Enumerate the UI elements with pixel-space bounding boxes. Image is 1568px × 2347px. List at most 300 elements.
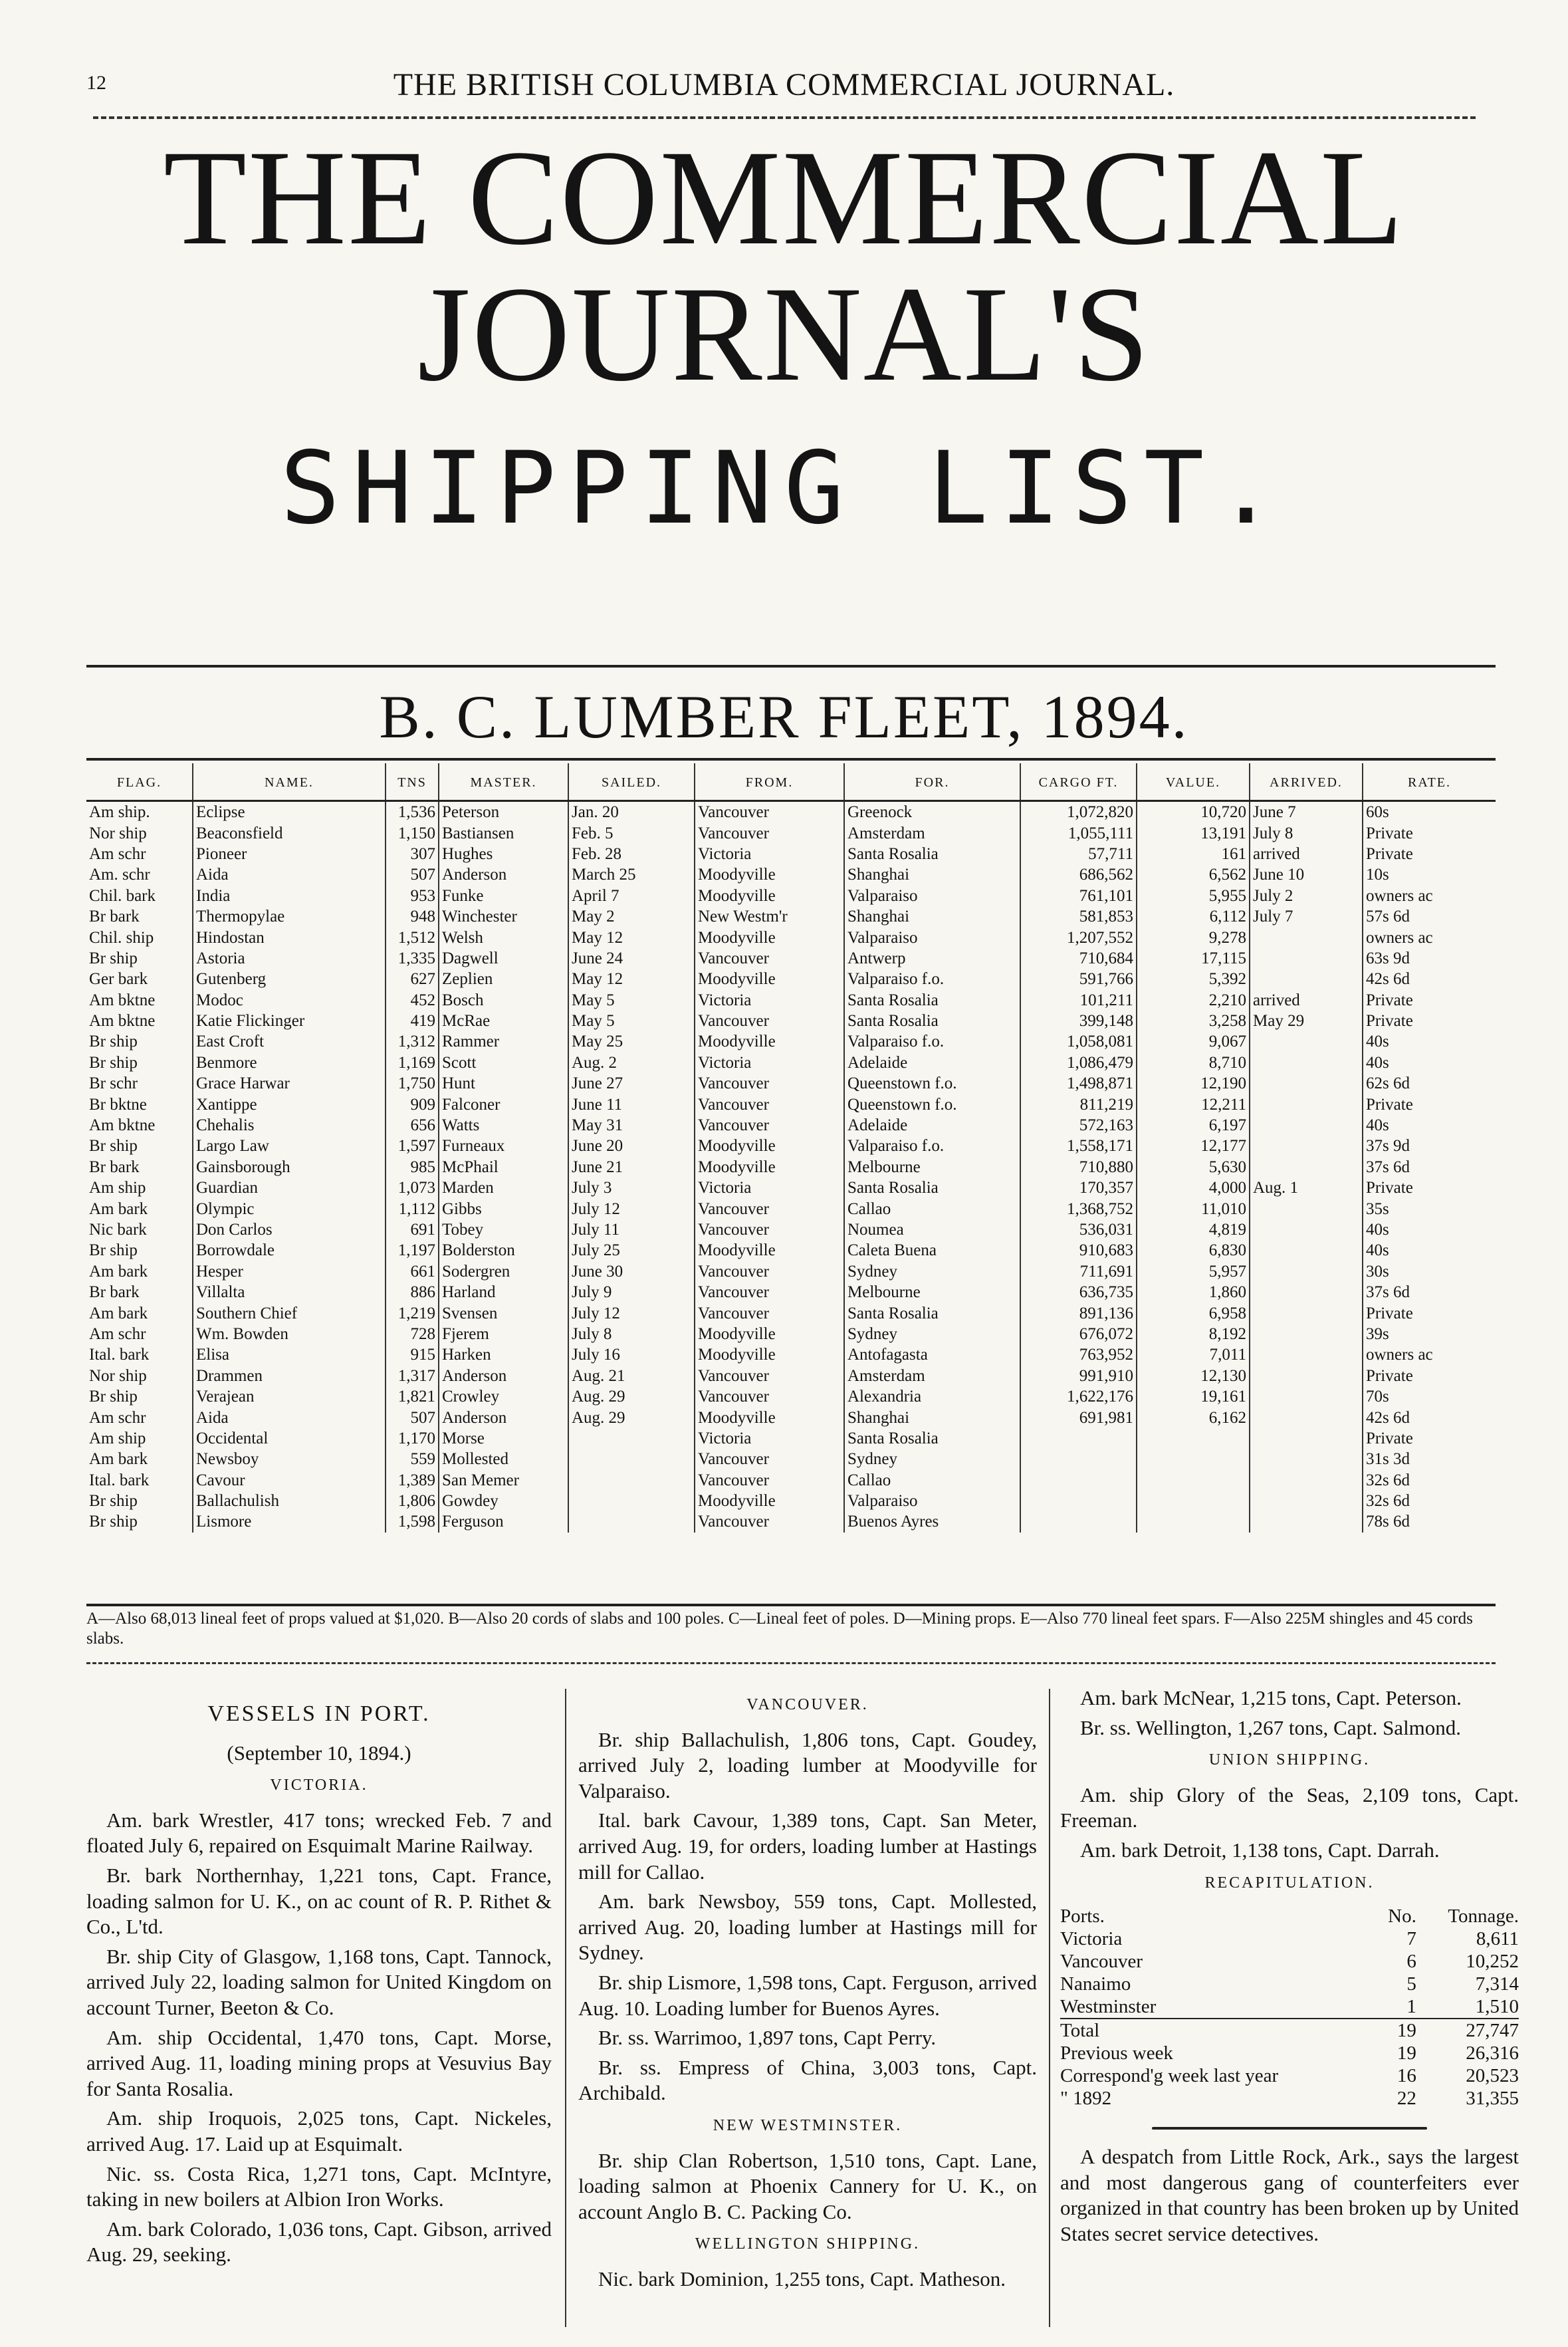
table-cell: 40s [1363, 1052, 1496, 1073]
table-cell: Victoria [695, 1052, 844, 1073]
table-cell: 30s [1363, 1261, 1496, 1282]
table-cell: San Memer [439, 1470, 568, 1491]
union-vessel-list [1060, 1783, 1519, 1864]
table-cell: 19 [1397, 2020, 1416, 2042]
table-cell: Zeplien [439, 969, 568, 989]
section-wellington: WELLINGTON SHIPPING. [695, 2235, 921, 2253]
table-row [86, 927, 1496, 947]
table-cell: July 12 [568, 1302, 695, 1323]
table-cell: May 29 [1250, 1011, 1363, 1031]
table-cell: Total [1060, 2020, 1100, 2042]
table-cell: 1,073 [386, 1177, 439, 1198]
table-cell: 915 [386, 1344, 439, 1365]
table-cell: Moodyville [695, 864, 844, 885]
table-cell: Aug. 2 [568, 1052, 695, 1073]
fleet-header-cell: TNS [386, 763, 439, 801]
table-cell: Moodyville [695, 1491, 844, 1511]
table-cell: Santa Rosalia [844, 990, 1020, 1011]
table-cell: 20,523 [1466, 2065, 1519, 2087]
table-cell: Am schr [89, 1408, 146, 1427]
table-cell: 953 [386, 886, 439, 906]
list-item: Am. ship Glory of the Seas, 2,109 tons, Capt. Freeman. [1060, 1783, 1519, 1832]
table-cell: Bosch [439, 990, 568, 1011]
table-cell: Vancouver [695, 1511, 844, 1532]
table-cell: Harken [439, 1344, 568, 1365]
table-cell: Astoria [193, 948, 386, 969]
table-cell: Chil. bark [89, 886, 156, 905]
table-cell: 910,683 [1020, 1240, 1137, 1261]
table-cell: 811,219 [1020, 1094, 1137, 1114]
table-cell: Nanaimo [1060, 1973, 1131, 1995]
table-cell: Br ship [89, 1053, 138, 1072]
table-cell: 10,252 [1466, 1951, 1519, 1973]
table-cell: 761,101 [1020, 886, 1137, 906]
table-cell: July 11 [568, 1219, 695, 1240]
table-cell: Crowley [439, 1386, 568, 1407]
table-cell: 1,598 [386, 1511, 439, 1532]
table-cell: Vancouver [695, 1282, 844, 1302]
table-cell: Victoria [695, 844, 844, 864]
table-cell: Vancouver [1060, 1951, 1143, 1973]
table-cell: Hindostan [193, 927, 386, 947]
table-cell: Vancouver [695, 1198, 844, 1219]
masthead: THE COMMERCIAL JOURNAL'S [163, 122, 1405, 410]
table-cell: 12,211 [1137, 1094, 1250, 1114]
table-cell: Am. schr [89, 866, 150, 884]
table-cell: Villalta [193, 1282, 386, 1302]
table-cell [1250, 1407, 1363, 1427]
table-cell: Largo Law [193, 1136, 386, 1156]
table-cell [1137, 1511, 1250, 1532]
table-cell: Shanghai [844, 1407, 1020, 1427]
table-cell: Gainsborough [193, 1157, 386, 1177]
table-row [1060, 1927, 1519, 1950]
table-cell: Private [1363, 844, 1496, 864]
table-cell: Am schr [89, 1324, 146, 1343]
table-cell: 3,258 [1137, 1011, 1250, 1031]
header-rule [93, 116, 1476, 119]
table-cell: 35s [1363, 1198, 1496, 1219]
footnote-rule [86, 1662, 1496, 1664]
table-cell: Moodyville [695, 1240, 844, 1261]
table-cell [1020, 1511, 1137, 1532]
table-cell: 32s 6d [1363, 1491, 1496, 1511]
table-cell: 985 [386, 1157, 439, 1177]
table-row [86, 1428, 1496, 1449]
table-cell: 763,952 [1020, 1344, 1137, 1365]
table-cell: 5,630 [1137, 1157, 1250, 1177]
table-cell: Guardian [193, 1177, 386, 1198]
table-cell: Chil. ship [89, 928, 154, 947]
table-cell: Anderson [439, 864, 568, 885]
table-row [1060, 1950, 1519, 1973]
list-item: Am. bark Detroit, 1,138 tons, Capt. Darrah. [1080, 1838, 1440, 1862]
fleet-top-rule [86, 665, 1496, 668]
table-cell: 12,190 [1137, 1073, 1250, 1094]
table-cell [1250, 1428, 1363, 1449]
table-cell: 26,316 [1466, 2042, 1519, 2064]
table-cell: Sydney [844, 1261, 1020, 1282]
table-cell: Modoc [193, 990, 386, 1011]
table-cell: Winchester [439, 906, 568, 927]
table-cell: 656 [386, 1115, 439, 1136]
table-cell: June 24 [568, 948, 695, 969]
table-cell: Aida [193, 864, 386, 885]
table-cell: Private [1363, 1366, 1496, 1386]
table-cell: Vancouver [695, 822, 844, 843]
table-row [86, 1094, 1496, 1114]
table-cell: 5,957 [1137, 1261, 1250, 1282]
table-cell: East Croft [193, 1031, 386, 1052]
table-cell: 31s 3d [1363, 1449, 1496, 1469]
table-cell: Victoria [1060, 1928, 1123, 1950]
table-cell: July 7 [1250, 906, 1363, 927]
table-row [86, 1470, 1496, 1491]
table-cell: arrived [1250, 844, 1363, 864]
table-cell: No. [1388, 1906, 1416, 1927]
table-cell: Occidental [193, 1428, 386, 1449]
table-cell: Hunt [439, 1073, 568, 1094]
table-cell: Callao [844, 1198, 1020, 1219]
list-item: Ital. bark Cavour, 1,389 tons, Capt. San Meter, arrived Aug. 19, for orders, loading lumber at Hastings mill for Callao. [578, 1808, 1037, 1884]
table-cell [568, 1470, 695, 1491]
table-row [1060, 2042, 1519, 2064]
list-item: Br. ship City of Glasgow, 1,168 tons, Capt. Tannock, arrived July 22, loading salmon for United Kingdom on account Turner, Beeton & Co. [86, 1944, 552, 2019]
table-cell: Ballachulish [193, 1491, 386, 1511]
section-victoria: VICTORIA. [270, 1777, 368, 1794]
table-cell: 7,011 [1137, 1344, 1250, 1365]
table-cell: Am ship [89, 1179, 146, 1197]
table-cell: Caleta Buena [844, 1240, 1020, 1261]
table-cell: Santa Rosalia [844, 1177, 1020, 1198]
table-cell: Tonnage. [1448, 1906, 1519, 1927]
table-row [1060, 1973, 1519, 1995]
table-cell: Lismore [193, 1511, 386, 1532]
table-cell: Aug. 29 [568, 1386, 695, 1407]
table-cell: Peterson [439, 801, 568, 823]
table-cell [1250, 1136, 1363, 1156]
table-cell: 8,192 [1137, 1324, 1250, 1344]
section-recapitulation: RECAPITULATION. [1204, 1874, 1375, 1892]
table-cell: 19 [1397, 2042, 1416, 2064]
table-cell: Vancouver [695, 1219, 844, 1240]
table-cell: Valparaiso f.o. [844, 1136, 1020, 1156]
section-union-shipping: UNION SHIPPING. [1208, 1751, 1371, 1769]
table-cell: 1,055,111 [1020, 822, 1137, 843]
table-cell: Buenos Ayres [844, 1511, 1020, 1532]
table-cell: 5 [1406, 1973, 1416, 1995]
table-cell: 710,684 [1020, 948, 1137, 969]
table-row [1060, 2087, 1519, 2110]
fleet-header-cell: MASTER. [439, 763, 568, 801]
table-row [86, 948, 1496, 969]
table-cell: 559 [386, 1449, 439, 1469]
section-new-westminster: NEW WESTMINSTER. [713, 2116, 903, 2134]
table-cell: Aida [193, 1407, 386, 1427]
table-cell: Br bark [89, 1158, 140, 1176]
table-cell: 1,312 [386, 1031, 439, 1052]
new-westminster-vessel-list [578, 2148, 1037, 2225]
table-cell: New Westm'r [695, 906, 844, 927]
table-cell: June 7 [1250, 801, 1363, 823]
table-cell: 8,611 [1476, 1928, 1519, 1950]
table-cell: Benmore [193, 1052, 386, 1073]
table-row [86, 1031, 1496, 1052]
table-cell: 57,711 [1020, 844, 1137, 864]
table-cell: 507 [386, 1407, 439, 1427]
table-cell: Valparaiso f.o. [844, 969, 1020, 989]
table-cell: May 5 [568, 1011, 695, 1031]
list-item: Br. ship Ballachulish, 1,806 tons, Capt. Goudey, arrived July 2, loading lumber at Moodyville for Valparaiso. [578, 1727, 1037, 1802]
ornament-rule [1152, 2127, 1427, 2130]
table-cell [1250, 927, 1363, 947]
table-cell: 728 [386, 1324, 439, 1344]
table-cell: Chehalis [193, 1115, 386, 1136]
table-cell: Moodyville [695, 886, 844, 906]
table-row [86, 1198, 1496, 1219]
table-cell: June 30 [568, 1261, 695, 1282]
table-cell: Santa Rosalia [844, 1302, 1020, 1323]
table-cell [568, 1428, 695, 1449]
table-cell: Nor ship [89, 1366, 147, 1385]
table-cell: Grace Harwar [193, 1073, 386, 1094]
table-cell [1250, 1324, 1363, 1344]
table-row [86, 1011, 1496, 1031]
vancouver-vessel-list [578, 1727, 1037, 2106]
table-row [1060, 2019, 1519, 2042]
table-cell: 1,058,081 [1020, 1031, 1137, 1052]
table-cell: April 7 [568, 886, 695, 906]
table-cell: 1 [1375, 1995, 1416, 2019]
table-cell: 7 [1406, 1928, 1416, 1950]
table-cell: May 12 [568, 927, 695, 947]
table-cell: 27,747 [1466, 2020, 1519, 2042]
list-item: Am. bark Colorado, 1,036 tons, Capt. Gibson, arrived Aug. 29, seeking. [86, 2217, 552, 2267]
table-cell: 1,207,552 [1020, 927, 1137, 947]
table-cell [568, 1449, 695, 1469]
table-row [86, 1344, 1496, 1365]
table-cell: Xantippe [193, 1094, 386, 1114]
table-cell: Vancouver [695, 1115, 844, 1136]
fleet-title-rule [86, 758, 1496, 761]
table-cell: Vancouver [695, 1094, 844, 1114]
list-item: Am. bark Newsboy, 559 tons, Capt. Mollested, arrived Aug. 20, loading lumber at Hastings mill for Sydney. [578, 1890, 1037, 1965]
fleet-bottom-rule [86, 1604, 1496, 1606]
table-cell: Melbourne [844, 1282, 1020, 1302]
table-cell: 886 [386, 1282, 439, 1302]
list-item: Am. ship Iroquois, 2,025 tons, Capt. Nickeles, arrived Aug. 17. Laid up at Esquimalt. [86, 2106, 552, 2156]
table-row [86, 1386, 1496, 1407]
table-cell: Svensen [439, 1302, 568, 1323]
table-cell: Queenstown f.o. [844, 1094, 1020, 1114]
table-cell: Ital. bark [89, 1346, 150, 1364]
table-cell: Am bktne [89, 991, 156, 1009]
table-cell: arrived [1250, 990, 1363, 1011]
table-cell: 19,161 [1137, 1386, 1250, 1407]
list-item: Nic. ss. Costa Rica, 1,271 tons, Capt. McIntyre, taking in new boilers at Albion Iron Works. [86, 2162, 552, 2211]
table-cell: Vancouver [695, 1449, 844, 1469]
list-item: Am. ship Occidental, 1,470 tons, Capt. Morse, arrived Aug. 11, loading mining props at Vesuvius Bay for Santa Rosalia. [86, 2025, 552, 2100]
table-cell: May 12 [568, 969, 695, 989]
table-cell: Aug. 29 [568, 1407, 695, 1427]
table-cell: 40s [1363, 1031, 1496, 1052]
table-cell: Tobey [439, 1219, 568, 1240]
table-cell: Queenstown f.o. [844, 1073, 1020, 1094]
table-row [86, 886, 1496, 906]
list-item: Br. ss. Empress of China, 3,003 tons, Capt. Archibald. [578, 2055, 1037, 2105]
table-cell: Am bktne [89, 1012, 156, 1031]
table-cell: 161 [1137, 844, 1250, 864]
table-cell: 6,112 [1137, 906, 1250, 927]
table-cell: 1,170 [386, 1428, 439, 1449]
fleet-header-cell: CARGO FT. [1020, 763, 1137, 801]
table-row [86, 1219, 1496, 1240]
table-cell: 37s 6d [1363, 1157, 1496, 1177]
list-item: Br. bark Northernhay, 1,221 tons, Capt. France, loading salmon for U. K., on ac count of R. P. Rithet & Co., L'td. [86, 1863, 552, 1939]
table-cell: 1,498,871 [1020, 1073, 1137, 1094]
table-cell: Ger bark [89, 970, 148, 989]
table-cell [1250, 1240, 1363, 1261]
table-cell: Am bark [89, 1262, 148, 1281]
table-cell: 60s [1363, 801, 1496, 823]
table-cell: Br ship [89, 1241, 138, 1260]
table-cell: May 31 [568, 1115, 695, 1136]
table-cell: Br schr [89, 1074, 138, 1093]
table-row [86, 801, 1496, 823]
table-cell: July 2 [1250, 886, 1363, 906]
table-cell: July 8 [568, 1324, 695, 1344]
table-cell: India [193, 886, 386, 906]
table-cell [1137, 1449, 1250, 1469]
list-item: Br. ss. Warrimoo, 1,897 tons, Capt Perry. [598, 2026, 937, 2050]
table-cell: 591,766 [1020, 969, 1137, 989]
table-cell: 9,278 [1137, 927, 1250, 947]
table-cell: 5,392 [1137, 969, 1250, 989]
table-cell: 13,191 [1137, 822, 1250, 843]
table-cell: Private [1363, 1302, 1496, 1323]
table-row [86, 1491, 1496, 1511]
table-cell: Borrowdale [193, 1240, 386, 1261]
table-cell [1250, 1470, 1363, 1491]
table-cell [1020, 1428, 1137, 1449]
table-cell: 1,335 [386, 948, 439, 969]
table-cell: Antwerp [844, 948, 1020, 969]
table-cell: Thermopylae [193, 906, 386, 927]
table-cell [1250, 1386, 1363, 1407]
table-cell: Am ship. [89, 803, 150, 822]
table-cell [1250, 1302, 1363, 1323]
table-row [86, 844, 1496, 864]
list-item: Br. ship Clan Robertson, 1,510 tons, Capt. Lane, loading salmon at Phoenix Cannery for U. K., on account Anglo B. C. Packing Co. [578, 2148, 1037, 2223]
wellington-continued-list [1060, 1685, 1519, 1741]
table-cell: July 8 [1250, 822, 1363, 843]
table-cell: Sodergren [439, 1261, 568, 1282]
table-cell: 1,821 [386, 1386, 439, 1407]
table-cell: Elisa [193, 1344, 386, 1365]
table-cell: June 20 [568, 1136, 695, 1156]
table-cell: Am bark [89, 1199, 148, 1218]
table-cell: Funke [439, 886, 568, 906]
table-cell: Shanghai [844, 906, 1020, 927]
table-cell: 170,357 [1020, 1177, 1137, 1198]
table-cell: 39s [1363, 1324, 1496, 1344]
table-cell: June 11 [568, 1094, 695, 1114]
table-cell: Bastiansen [439, 822, 568, 843]
table-cell: Alexandria [844, 1386, 1020, 1407]
table-cell [1250, 1449, 1363, 1469]
list-item: Am. bark McNear, 1,215 tons, Capt. Peterson. [1080, 1686, 1462, 1709]
list-item: Br. ship Lismore, 1,598 tons, Capt. Ferguson, arrived Aug. 10. Loading lumber for Buenos Ayres. [578, 1970, 1037, 2020]
table-cell: June 21 [568, 1157, 695, 1177]
table-row [86, 906, 1496, 927]
table-row [86, 1302, 1496, 1323]
table-cell: Nic bark [89, 1221, 147, 1239]
table-cell: Hughes [439, 844, 568, 864]
table-cell: 5,955 [1137, 886, 1250, 906]
table-cell: 536,031 [1020, 1219, 1137, 1240]
table-cell: Am bark [89, 1304, 148, 1322]
table-cell: June 10 [1250, 864, 1363, 885]
table-cell: 636,735 [1020, 1282, 1137, 1302]
table-cell: 6,958 [1137, 1302, 1250, 1323]
table-cell: Gutenberg [193, 969, 386, 989]
table-row [86, 1157, 1496, 1177]
table-cell: 2,210 [1137, 990, 1250, 1011]
table-cell [1250, 1073, 1363, 1094]
table-cell: Shanghai [844, 864, 1020, 885]
table-row [86, 822, 1496, 843]
table-cell: Aug. 21 [568, 1366, 695, 1386]
table-cell: 62s 6d [1363, 1073, 1496, 1094]
table-cell: 40s [1363, 1240, 1496, 1261]
table-cell: Adelaide [844, 1115, 1020, 1136]
table-cell: Previous week [1060, 2042, 1173, 2064]
table-cell: Moodyville [695, 1344, 844, 1365]
table-cell: Fjerem [439, 1324, 568, 1344]
table-row [86, 969, 1496, 989]
table-cell: 4,000 [1137, 1177, 1250, 1198]
section-vancouver: VANCOUVER. [746, 1696, 869, 1713]
table-cell [1250, 1344, 1363, 1365]
table-cell: Ital. bark [89, 1471, 150, 1489]
table-cell: Valparaiso [844, 1491, 1020, 1511]
table-cell [1020, 1470, 1137, 1491]
table-cell: Vancouver [695, 1073, 844, 1094]
table-cell [1250, 1031, 1363, 1052]
table-cell: McPhail [439, 1157, 568, 1177]
table-cell: 6,562 [1137, 864, 1250, 885]
table-cell: Br bktne [89, 1095, 147, 1114]
fleet-footnote: A—Also 68,013 lineal feet of props valued at $1,020. B—Also 20 cords of slabs and 100 poles. C—Lineal feet of poles. D—Mining props. E—Also 770 lineal feet spars. F—Also 225M shingles and 45 cords slabs. [86, 1610, 1473, 1648]
table-cell: Vancouver [695, 1470, 844, 1491]
table-cell: Callao [844, 1470, 1020, 1491]
table-cell [1250, 1115, 1363, 1136]
table-cell: 1,806 [386, 1491, 439, 1511]
table-cell: Br ship [89, 949, 138, 967]
table-row [86, 1261, 1496, 1282]
fleet-header-cell: ARRIVED. [1250, 763, 1363, 801]
table-cell: Olympic [193, 1198, 386, 1219]
table-cell: Br ship [89, 1513, 138, 1531]
table-cell: Westminster [1060, 1995, 1375, 2019]
union-recap-column [1060, 1685, 1519, 2251]
table-row [86, 1407, 1496, 1427]
table-cell: Santa Rosalia [844, 1428, 1020, 1449]
table-row [86, 1177, 1496, 1198]
fleet-header-cell: FROM. [695, 763, 844, 801]
table-row [86, 990, 1496, 1011]
table-cell: 710,880 [1020, 1157, 1137, 1177]
